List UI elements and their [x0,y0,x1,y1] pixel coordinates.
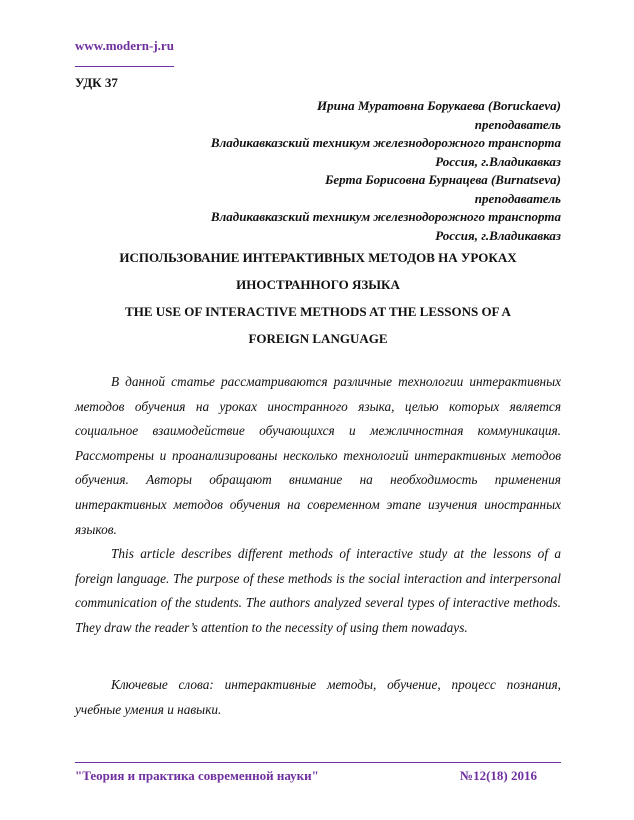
abstract-english: This article describes different methods of interactive study at the lessons of a foreign language. The purpose of these methods is the social interaction and interpersonal communication of the students. The authors analyzed several types of interactive methods. They draw the reader’s attention to the necessity of using them nowadays. [75,546,561,635]
title-russian [75,244,561,298]
author-2-position: преподаватель [474,190,561,206]
author-2-institution: Владикавказский техникум железнодорожного транспорта [210,209,561,224]
author-2-location: Россия, г.Владикавказ [435,227,561,243]
author-1-name: Ирина Муратовна Борукаева (Boruckaeva) [317,98,561,113]
author-1-position: преподаватель [474,116,561,132]
author-1-institution: Владикавказский техникум железнодорожного транспорта [210,135,561,150]
abstract-russian: В данной статье рассматриваются различные технологии интерактивных методов обучения на уроках иностранного языка, целью которых является социальное взаимодействие обучающихся и межличностная коммуникация. Рассмотрены и проанализированы несколько технологий интерактивных методов обучения. Авторы обращают внимание на необходимость применения интерактивных методов обучения на современном этапе изучения иностранных языков. [75,374,561,537]
udk-code: УДК 37 [75,75,118,90]
author-block [211,97,561,245]
keywords: Ключевые слова: интерактивные методы, обучение, процесс познания, учебные умения и навыки. [75,677,561,717]
title-en-line-2: FOREIGN LANGUAGE [248,331,388,346]
author-2-name: Берта Борисовна Бурнацева (Burnatseva) [325,172,561,187]
title-ru-line-1: ИСПОЛЬЗОВАНИЕ ИНТЕРАКТИВНЫХ МЕТОДОВ НА УРОКАХ [119,250,517,265]
footer-divider [75,762,561,763]
site-url-link[interactable]: www.modern-j.ru [75,38,174,53]
title-english [75,298,561,352]
journal-title: "Теория и практика современной науки" [75,768,319,783]
author-1-location: Россия, г.Владикавказ [435,153,561,169]
header-divider [75,66,174,67]
issue-number: №12(18) 2016 [460,768,537,783]
title-en-line-1: THE USE OF INTERACTIVE METHODS AT THE LESSONS OF A [125,304,511,319]
title-ru-line-2: ИНОСТРАННОГО ЯЗЫКА [236,277,400,292]
